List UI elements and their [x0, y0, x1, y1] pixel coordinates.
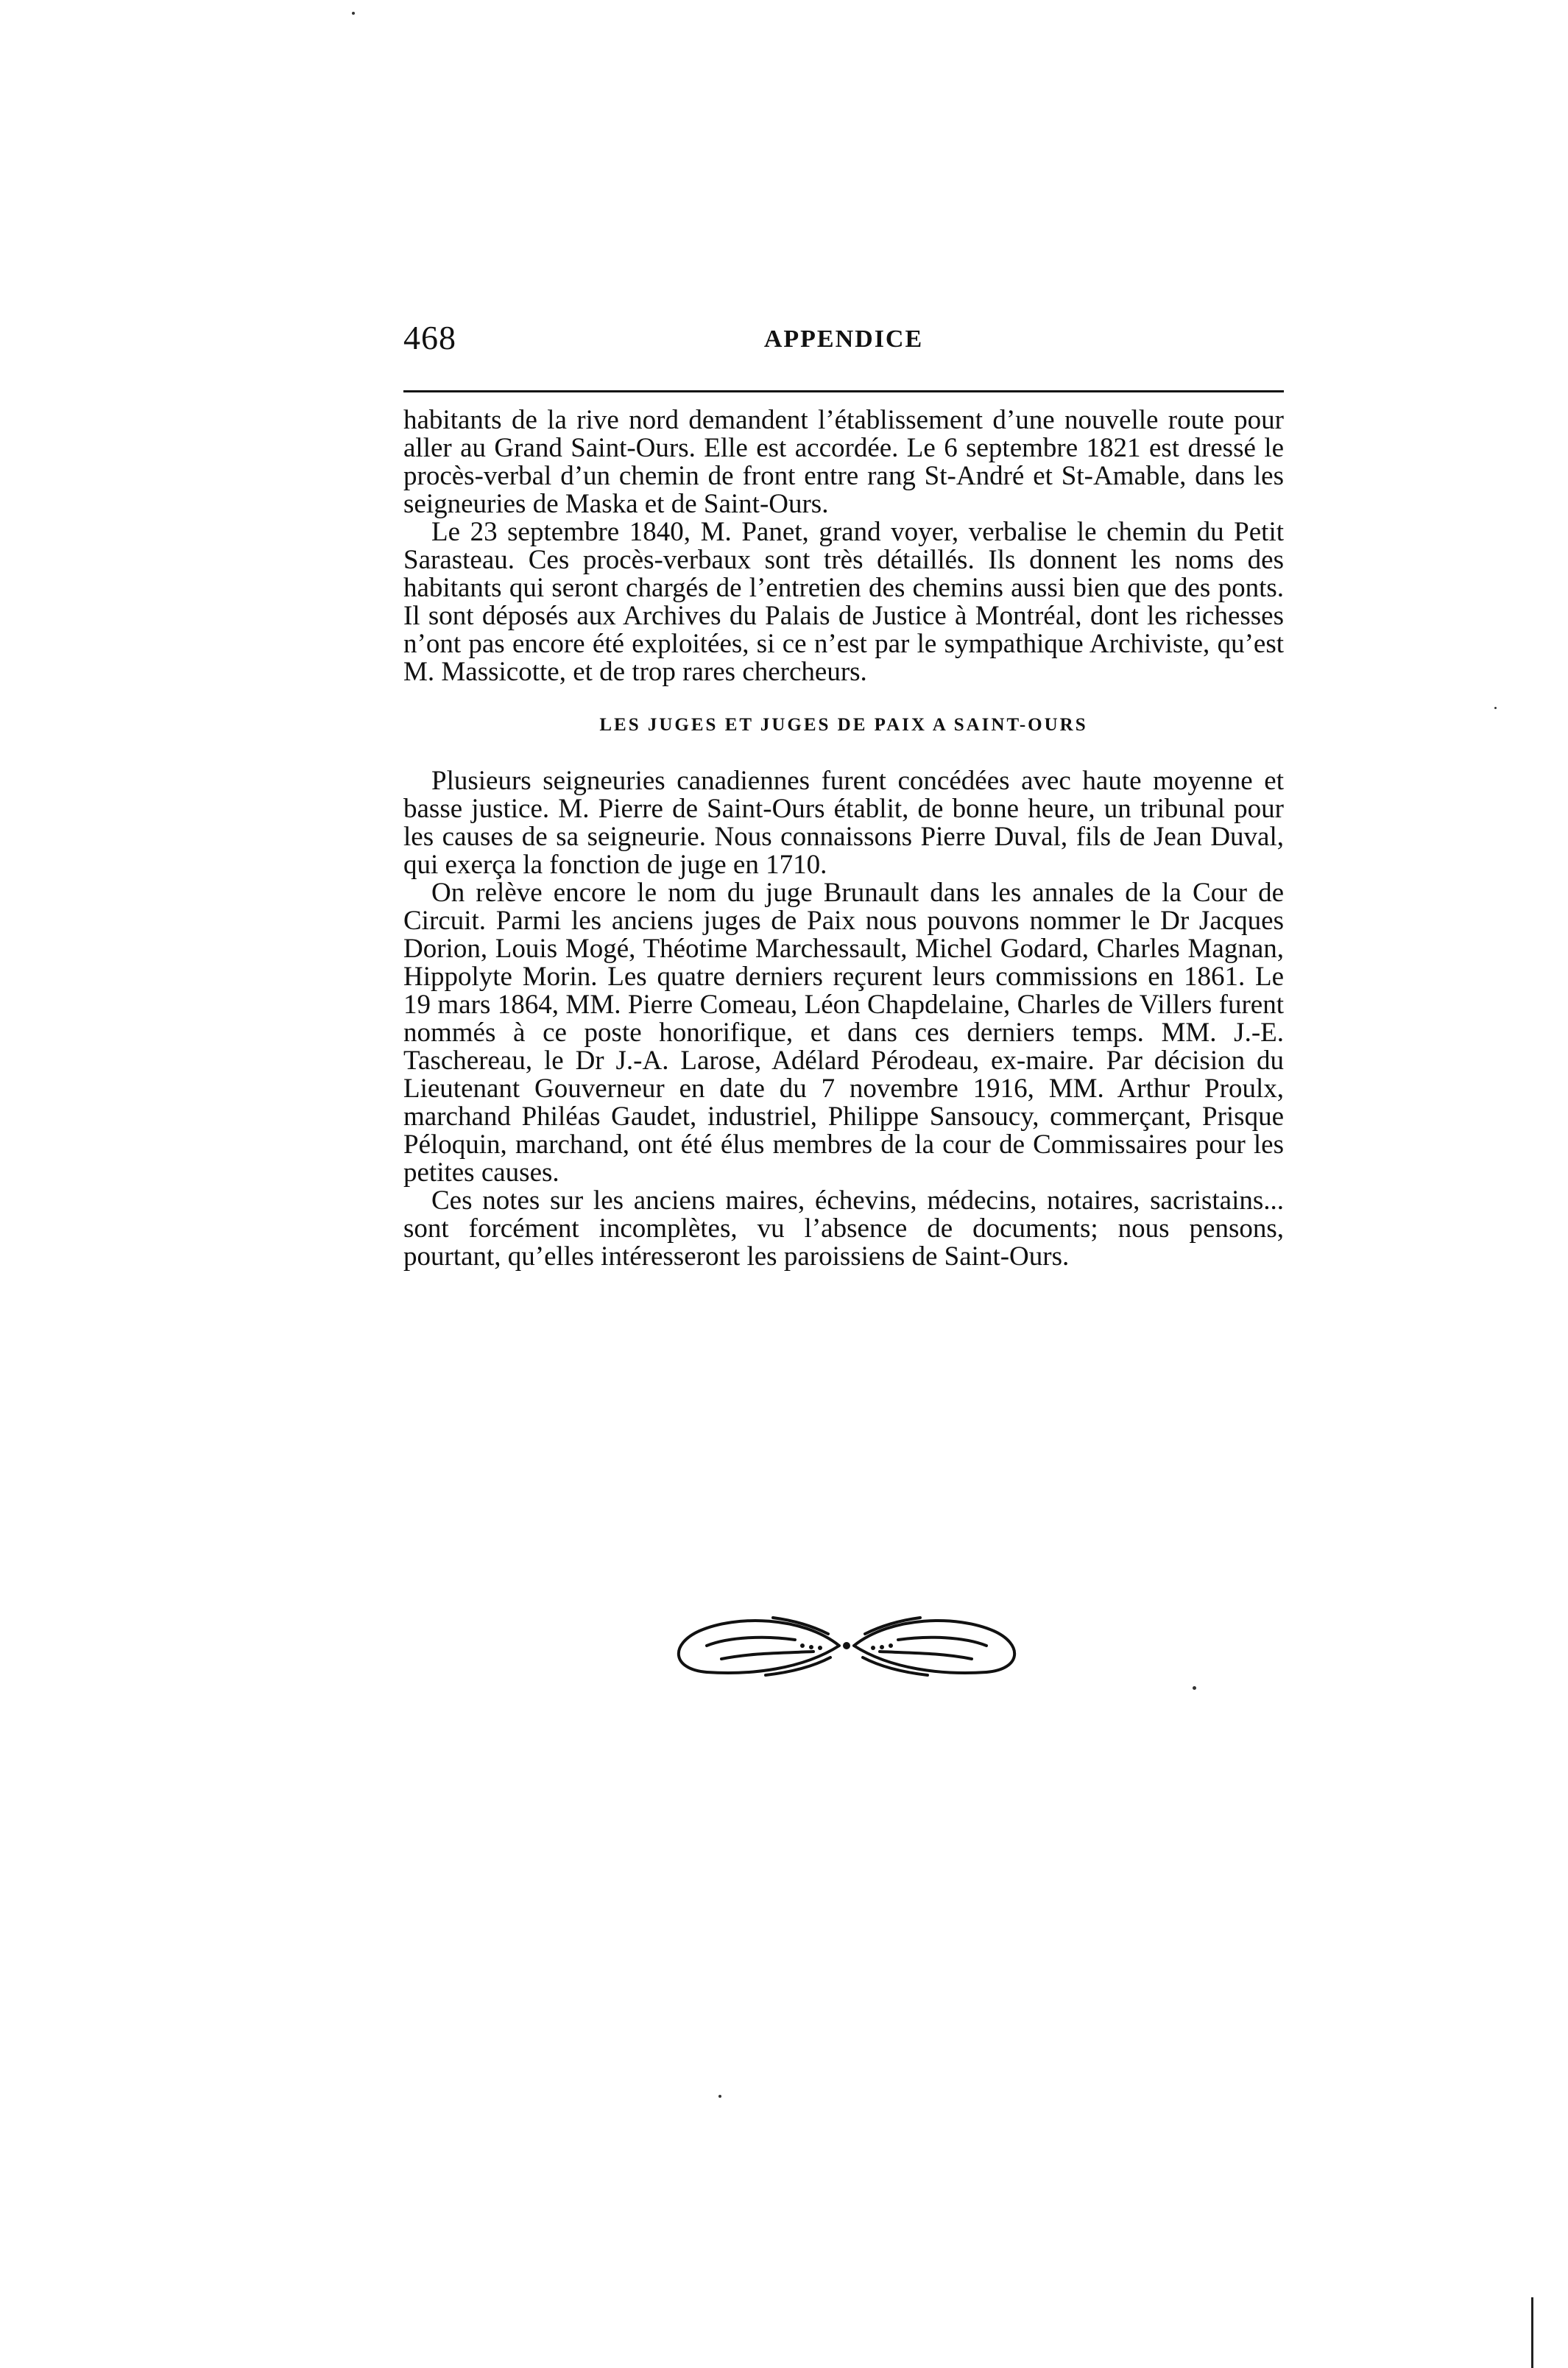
- page-header: [403, 318, 1284, 362]
- scan-speck: [1494, 707, 1497, 709]
- scan-speck: [1193, 1686, 1196, 1690]
- section-heading: LES JUGES ET JUGES DE PAIX A SAINT-OURS: [599, 715, 1088, 735]
- paragraph: On relève encore le nom du juge Brunault dans les annales de la Cour de Circuit. Parmi les anciens juges de Paix nous pouvons nommer le Dr Jacques Dorion, Louis Mogé, Théotime Marchessault, Michel Godard, Charles Magnan, Hippolyte Morin. Les quatre derniers reçurent leurs commissions en 1861. Le 19 mars 1864, MM. Pierre Comeau, Léon Chapdelaine, Charles de Villers furent nommés à ce poste honorifique, et dans ces derniers temps. MM. J.-E. Taschereau, le Dr J.-A. Larose, Adélard Pérodeau, ex-maire. Par décision du Lieutenant Gouverneur en date du 7 novembre 1916, MM. Arthur Proulx, marchand Philéas Gaudet, industriel, Philippe Sansoucy, commerçant, Prisque Péloquin, marchand, ont été élus membres de la cour de Commissaires pour les petites causes.: [403, 878, 1284, 1188]
- header-rule: [403, 390, 1284, 392]
- scan-speck: [718, 2095, 721, 2098]
- scan-speck: [352, 12, 355, 15]
- paragraph: Plusieurs seigneuries canadiennes furent concédées avec haute moyenne et basse justice. M. Pierre de Saint-Ours établit, de bonne heure, un tribunal pour les causes de sa seigneurie. Nous connaissons Pierre Duval, fils de Jean Duval, qui exerça la fonction de juge en 1710.: [403, 766, 1284, 880]
- page-number: 468: [403, 319, 456, 356]
- paragraph: Ces notes sur les anciens maires, échevins, médecins, notaires, sacristains... sont forcément incomplètes, vu l’absence de documents; nous pensons, pourtant, qu’elles intéresseront les paroissiens de Saint-Ours.: [403, 1185, 1284, 1272]
- body-text: [403, 406, 1284, 1271]
- paragraph: habitants de la rive nord demandent l’établissement d’une nouvelle route pour aller au Grand Saint-Ours. Elle est accordée. Le 6 septembre 1821 est dressé le procès-verbal d’un chemin de front entre rang St-André et St-Amable, dans les seigneuries de Maska et de Saint-Ours.: [403, 405, 1284, 519]
- scan-edge-mark: [1531, 2297, 1533, 2368]
- paragraph: Le 23 septembre 1840, M. Panet, grand voyer, verbalise le chemin du Petit Sarasteau. Ces procès-verbaux sont très détaillés. Ils donnent les noms des habitants qui seront chargés de l’entretien des chemins aussi bien que des ponts. Il sont déposés aux Archives du Palais de Justice à Montréal, dont les richesses n’ont pas encore été exploitées, si ce n’est par le sympathique Archiviste, qu’est M. Massicotte, et de trop rares chercheurs.: [403, 517, 1284, 687]
- running-title: APPENDICE: [763, 325, 924, 353]
- scroll-flourish-icon: [655, 1601, 1038, 1690]
